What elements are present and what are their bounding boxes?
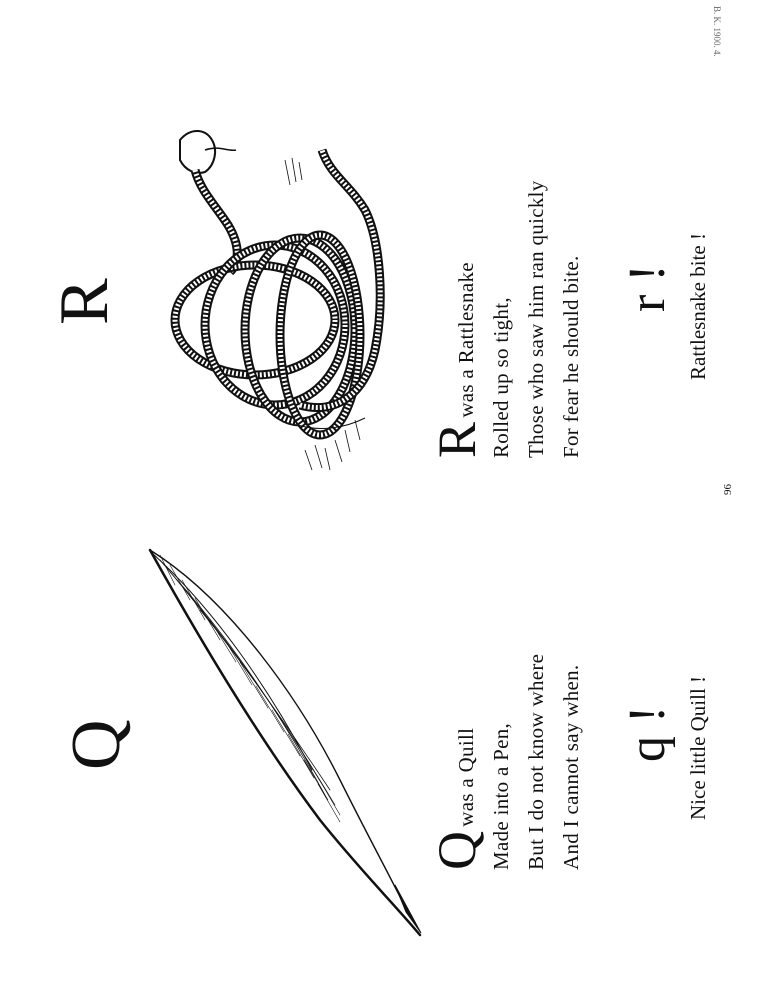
- exclaim-q: q !: [619, 705, 676, 762]
- drop-cap-r: R: [427, 421, 487, 458]
- verse-r: [427, 180, 589, 458]
- verse-q-line-1: Qwas a Quill: [427, 727, 487, 870]
- verse-q-line-3: But I do not know where: [524, 653, 548, 870]
- verse-q-line-4: And I cannot say when.: [559, 664, 583, 870]
- verse-r-line-4: For fear he should bite.: [559, 255, 583, 458]
- drop-cap-q: Q: [427, 830, 487, 870]
- tagline-r: Rattlesnake bite !: [686, 233, 710, 380]
- letter-q-heading: Q: [58, 719, 135, 770]
- letter-r-heading: R: [46, 278, 123, 325]
- verse-r-line-1: Rwas a Rattlesnake: [427, 262, 487, 458]
- exclaim-r: r !: [619, 264, 676, 312]
- verse-r-line-2: Rolled up so tight,: [489, 297, 513, 458]
- page-number: 96: [722, 484, 734, 495]
- verse-q-line-2: Made into a Pen,: [489, 722, 513, 870]
- verse-r-line-3: Those who saw him ran quickly: [524, 180, 548, 458]
- tagline-q: Nice little Quill !: [686, 675, 710, 820]
- archive-stamp: B. K. 1900. 4.: [712, 6, 722, 57]
